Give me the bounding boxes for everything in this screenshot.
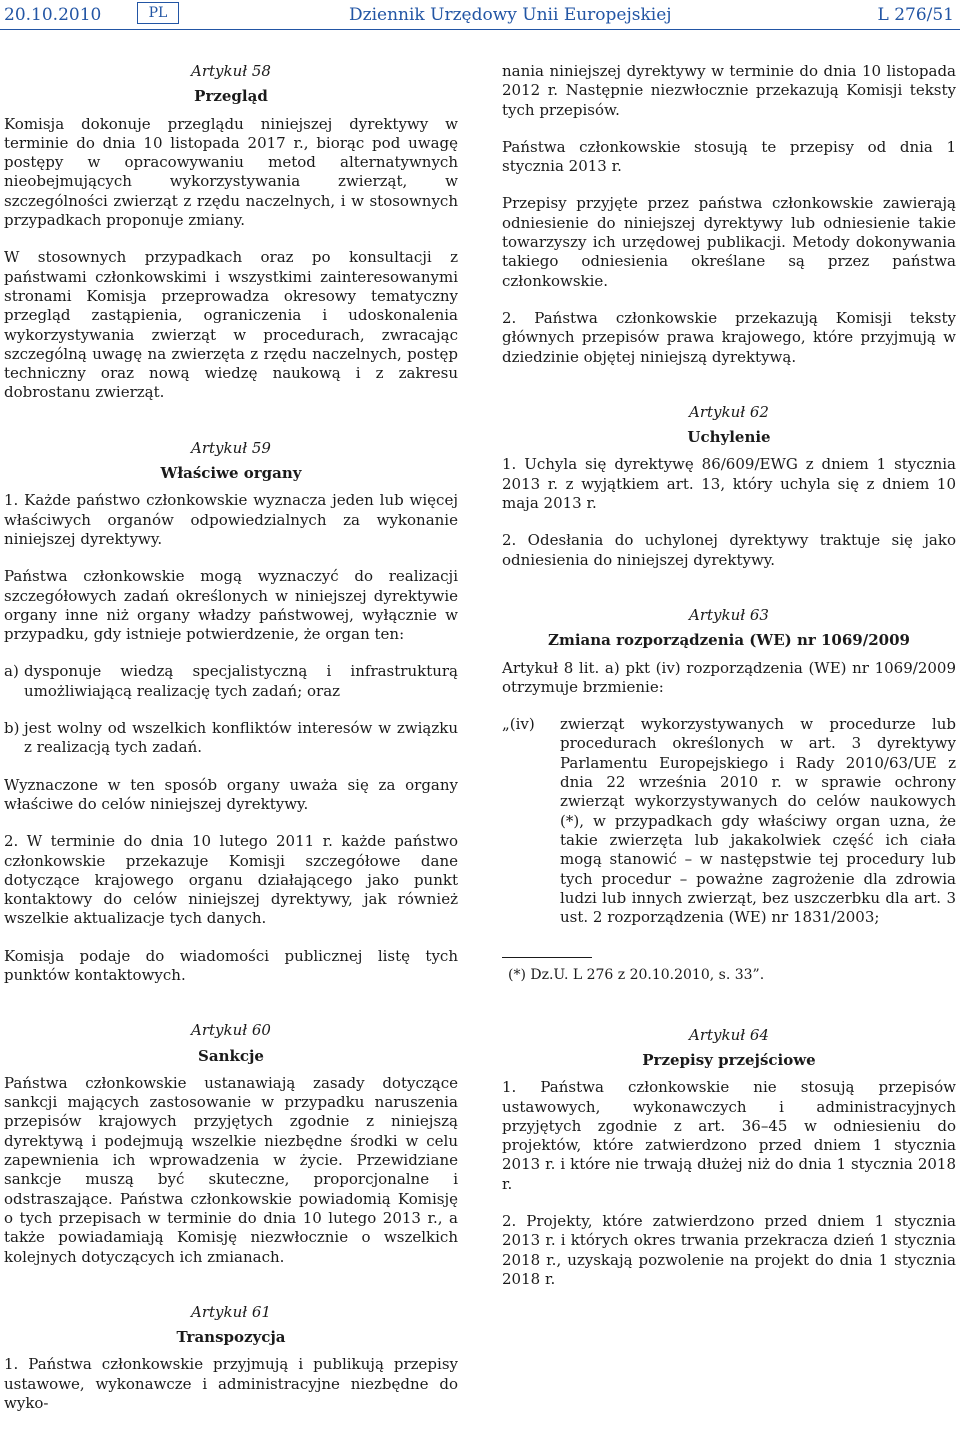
list-text: dysponuje wiedzą specjalistyczną i infrastrukturą umożliwiającą realizację tych zadań; oraz [24, 662, 458, 700]
article-59 [4, 439, 458, 986]
article-title: Sankcje [198, 1046, 264, 1065]
article-number: Artykuł 60 [191, 1021, 271, 1040]
article-number: Artykuł 59 [191, 438, 271, 457]
article-title: Przepisy przejściowe [642, 1050, 816, 1069]
article-61 [4, 1303, 458, 1413]
article-64 [502, 1026, 956, 1290]
paragraph: Komisja podaje do wiadomości publicznej listę tych punktów kontaktowych. [4, 946, 458, 984]
paragraph: 2. Odesłania do uchylonej dyrektywy traktuje się jako odniesienia do niniejszej dyrektywy. [502, 531, 956, 569]
header-divider [0, 29, 960, 30]
page-header [0, 0, 960, 30]
paragraph: 1. Państwa członkowskie nie stosują przepisów ustawowych, wykonawczych i administracyjnych przyjętych zgodnie z art. 36–45 w odniesieniu do projektów, które zatwierdzono przed dniem 1 stycznia 2013 r. i które nie trwają dłużej niż do dnia 1 stycznia 2018 r. [502, 1078, 956, 1193]
article-title: Uchylenie [687, 428, 771, 447]
page-reference: L 276/51 [877, 5, 954, 25]
list-label: b) [4, 719, 20, 738]
paragraph: nania niniejszej dyrektywy w terminie do dnia 10 listopada 2012 r. Następnie niezwłocznie przekazują Komisji teksty tych przepisów. [502, 62, 956, 119]
list-item-b [4, 719, 458, 758]
paragraph: Państwa członkowskie mogą wyznaczyć do realizacji szczegółowych zadań określonych w niniejszej dyrektywie organy inne niż organy władzy państwowej, wyłącznie w przypadku, gdy istnieje potwierdzenie, że organ ten: [4, 567, 458, 644]
quoted-amendment [502, 715, 956, 927]
paragraph: Wyznaczone w ten sposób organy uważa się za organy właściwe do celów niniejszej dyrektywy. [4, 775, 458, 813]
quote-text: zwierząt wykorzystywanych w procedurze lub procedurach określonych w art. 3 dyrektywy Parlamentu Europejskiego i Rady 2010/63/UE z dnia 22 września 2010 r. w sprawie ochrony zwierząt wykorzystywanych do celów naukowych (*), w przypadkach gdy właściwy organ uzna, że takie zwierzęta lub jakakolwiek część ich ciała mogą stanowić – w następstwie tej procedury lub tych procedur – poważne zagrożenie dla zdrowia ludzi lub innych zwierząt, bez uszczerbku dla art. 3 ust. 2 rozporządzenia (WE) nr 1831/2003; [560, 715, 956, 927]
article-60 [4, 1021, 458, 1267]
paragraph: Artykuł 8 lit. a) pkt (iv) rozporządzenia (WE) nr 1069/2009 otrzymuje brzmienie: [502, 658, 956, 696]
article-number: Artykuł 61 [191, 1302, 271, 1321]
footnote: (*) Dz.U. L 276 z 20.10.2010, s. 33”. [508, 967, 765, 984]
paragraph: 1. Każde państwo członkowskie wyznacza jeden lub więcej właściwych organów odpowiedzialnych za wykonanie niniejszej dyrektywy. [4, 491, 458, 548]
list-item-a [4, 662, 458, 701]
footnote-divider [502, 957, 592, 958]
article-title: Przegląd [194, 87, 268, 106]
article-63 [502, 606, 956, 986]
left-column [4, 62, 458, 1431]
article-58 [4, 62, 458, 403]
paragraph: W stosownych przypadkach oraz po konsultacji z państwami członkowskimi i wszystkimi zainteresowanymi stronami Komisja przeprowadza okresowy tematyczny przegląd zastąpienia, ograniczenia i udoskonalenia wykorzystywania zwierząt w procedurach, zwracając szczególną uwagę na zwierzęta z rzędu naczelnych, postęp techniczny oraz nową wiedzę naukową i z zakresu dobrostanu zwierząt. [4, 248, 458, 402]
article-number: Artykuł 64 [689, 1025, 769, 1044]
article-number: Artykuł 62 [689, 402, 769, 421]
quote-label: „(iv) [502, 715, 535, 734]
paragraph: 1. Państwa członkowskie przyjmują i publikują przepisy ustawowe, wykonawcze i administracyjne niezbędne do wyko- [4, 1355, 458, 1413]
paragraph: 2. W terminie do dnia 10 lutego 2011 r. każde państwo członkowskie przekazuje Komisji szczegółowe dane dotyczące krajowego organu działającego jako punkt kontaktowy do celów niniejszej dyrektywy, jak również wszelkie aktualizacje tych danych. [4, 832, 458, 928]
article-title: Właściwe organy [160, 464, 302, 483]
article-number: Artykuł 58 [191, 62, 271, 80]
paragraph: 2. Projekty, które zatwierdzono przed dniem 1 stycznia 2013 r. i których okres trwania przekracza dzień 1 stycznia 2018 r., uzyskają pozwolenie na projekt do dnia 1 stycznia 2018 r. [502, 1212, 956, 1288]
article-number: Artykuł 63 [689, 605, 769, 624]
paragraph: Komisja dokonuje przeglądu niniejszej dyrektywy w terminie do dnia 10 listopada 2017 r., biorąc pod uwagę postępy w opracowywaniu metod alternatywnych nieobejmujących wykorzystywania zwierząt, w szczególności zwierząt z rzędu naczelnych, i w stosownych przypadkach proponuje zmiany. [4, 114, 458, 230]
paragraph: Państwa członkowskie stosują te przepisy od dnia 1 stycznia 2013 r. [502, 137, 956, 176]
list-text: jest wolny od wszelkich konfliktów interesów w związku z realizacją tych zadań. [24, 719, 458, 757]
article-title: Zmiana rozporządzenia (WE) nr 1069/2009 [548, 631, 910, 650]
journal-title: Dziennik Urzędowy Unii Europejskiej [349, 5, 672, 25]
paragraph: 2. Państwa członkowskie przekazują Komisji teksty głównych przepisów prawa krajowego, które przyjmują w dziedzinie objętej niniejszą dyrektywą. [502, 308, 956, 366]
language-badge: PL [137, 2, 179, 24]
article-title: Transpozycja [176, 1328, 286, 1347]
article-61-continued [502, 62, 956, 367]
article-62 [502, 403, 956, 570]
paragraph: Państwa członkowskie ustanawiają zasady dotyczące sankcji mających zastosowanie w przypadku naruszenia przepisów krajowych przyjętych zgodnie z niniejszą dyrektywą i podejmują wszelkie niezbędne środki w celu zapewnienia ich wprowadzenia w życie. Przewidziane sankcje muszą być skuteczne, proporcjonalne i odstraszające. Państwa członkowskie powiadomią Komisję o tych przepisach w terminie do dnia 10 lutego 2013 r., a także powiadamiają Komisję niezwłocznie o wszelkich kolejnych dotyczących ich zmianach. [4, 1073, 458, 1266]
right-column [502, 62, 956, 1307]
publication-date: 20.10.2010 [4, 5, 102, 25]
paragraph: Przepisy przyjęte przez państwa członkowskie zawierają odniesienie do niniejszej dyrektywy lub odniesienie takie towarzyszy ich urzędowej publikacji. Metody dokonywania takiego odniesienia określane są przez państwa członkowskie. [502, 194, 956, 290]
list-label: a) [4, 662, 19, 681]
paragraph: 1. Uchyla się dyrektywę 86/609/EWG z dniem 1 stycznia 2013 r. z wyjątkiem art. 13, który uchyla się z dniem 10 maja 2013 r. [502, 455, 956, 513]
